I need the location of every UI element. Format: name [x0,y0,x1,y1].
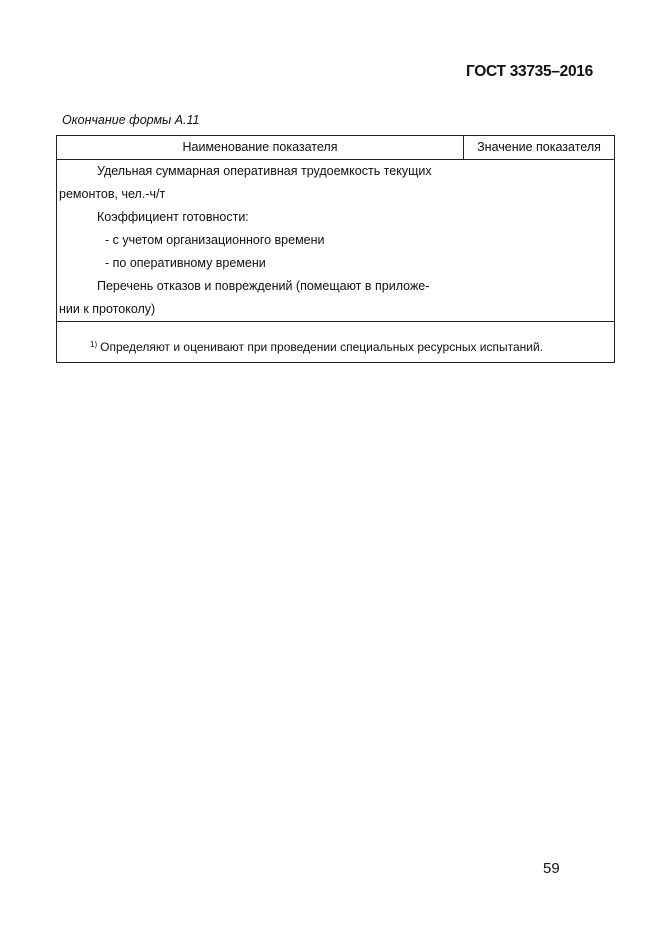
row-specific-labor-line-2: ремонтов, чел.-ч/т [59,187,166,201]
column-header-name: Наименование показателя [182,140,338,154]
row-availability-factor: Коэффициент готовности: [97,210,249,224]
form-caption: Окончание формы А.11 [62,113,200,127]
table-footnote [90,340,543,354]
column-divider [463,136,464,160]
table-header-row [57,136,614,160]
column-header-value: Значение показателя [477,140,601,154]
page-number: 59 [543,860,560,877]
footnote-mark: 1) [90,340,98,349]
footnote-text: Определяют и оценивают при проведении специальных ресурсных испытаний. [100,340,544,354]
indicator-table [56,135,615,363]
row-failures-list-line-2: нии к протоколу) [59,302,156,316]
row-failures-list-line-1: Перечень отказов и повреждений (помещают в приложе- [97,279,430,293]
document-code: ГОСТ 33735–2016 [466,63,593,80]
footnote-separator [57,321,614,322]
row-availability-organizational: - с учетом организационного времени [105,233,325,247]
row-specific-labor-line-1: Удельная суммарная оперативная трудоемкость текущих [97,164,432,178]
row-availability-operational: - по оперативному времени [105,256,266,270]
